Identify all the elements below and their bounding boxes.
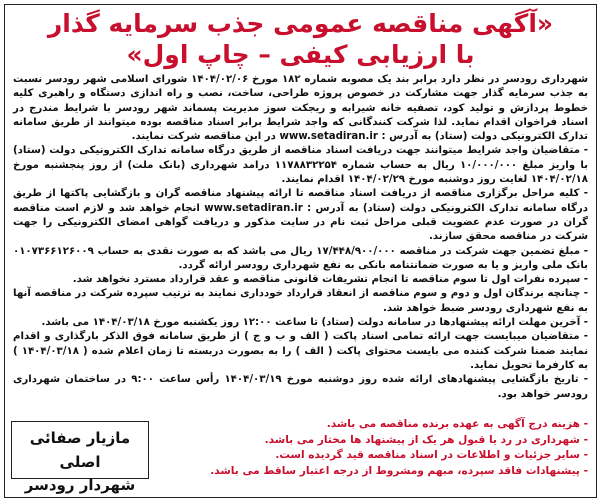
notice-title bbox=[5, 5, 596, 70]
title-line-2: با ارزیابی کیفی – چاپ اول» bbox=[126, 40, 475, 69]
signatory-role: شهردار رودسر bbox=[24, 476, 136, 494]
paragraph-intro: شهرداری رودسر در نظر دارد برابر بند یک مصوبه شماره ۱۸۲ مورخ ۱۴۰۴/۰۲/۰۶ شورای اسلامی شهر رودسر نسبت به جذب سرمایه گذار جهت مشارکت در خصوص پروژه طراحی، ساخت، نصب و راه اندازی دستگاه و راهبری کلیه خطوط پردازش و تولید کود، تصفیه خانه شیرابه و ریجکت سوز مدیریت پسماند شهر رودسر با شرایط مندرج در اسناد فراخوان اقدام نماید. لذا شرکت کنندگانی که واجد شرایط برابر اسناد مناقصه بوده میتوانند از طریق سامانه تدارک الکترونیکی دولت (ستاد) به آدرس : www.setadiran.ir در این مناقصه شرکت نمایند. bbox=[13, 74, 588, 143]
note-item: - سایر جزئیات و اطلاعات در اسناد مناقصه قید گردیده است. bbox=[275, 449, 588, 461]
notice-body bbox=[5, 70, 596, 402]
notice-notes bbox=[158, 417, 588, 479]
paragraph-documents: - متقاضیان واجد شرایط میتوانند جهت دریافت اسناد مناقصه از طریق درگاه سامانه تدارک الکترونیکی دولت (ستاد) با واریز مبلغ ۱۰/۰۰۰/۰۰۰ ریال به حساب شماره ۱۱۷۸۸۳۲۲۵۴ درامد شهرداری (بانک ملت) از روز پنجشنبه مورخ ۱۴۰۴/۰۲/۱۸ لغایت روز دوشنبه مورخ ۱۴۰۴/۰۲/۲۹ اقدام نمایند. bbox=[13, 145, 588, 186]
paragraph-deposit-return: - سپرده نفرات اول تا سوم مناقصه تا انجام تشریفات قانونی مناقصه و عقد قرارداد مسترد نخواهد شد. bbox=[72, 274, 588, 286]
signature-box bbox=[11, 421, 149, 494]
paragraph-process: - کلیه مراحل برگزاری مناقصه از دریافت اسناد مناقصه تا ارائه پیشنهاد مناقصه گران و بازگشایی پاکتها از طریق درگاه سامانه تدارک الکترونیکی دولت (ستاد) به آدرس : www.setadiran.ir انجام خواهد شد و لازم است مناقصه گران در صورت عدم عضویت قبلی مراحل ثبت نام در سایت مذکور و دریافت گواهی امضای الکترونیکی را جهت شرکت در مناقصه محقق سازند. bbox=[13, 188, 588, 243]
paragraph-opening: - تاریخ بازگشایی پیشنهادهای ارائه شده روز دوشنبه مورخ ۱۴۰۴/۰۳/۱۹ رأس ساعت ۹:۰۰ در ساختمان شهرداری رودسر خواهد بود. bbox=[13, 374, 588, 400]
tender-notice bbox=[4, 4, 597, 498]
note-item: - هزینه درج آگهی به عهده برنده مناقصه می باشد. bbox=[326, 418, 588, 430]
paragraph-forfeit: - چنانچه برندگان اول و دوم و سوم مناقصه از انعقاد قرارداد خودداری نمایند به ترتیب سپرده شرکت در مناقصه آنها به نفع شهرداری رودسر ضبط خواهد شد. bbox=[13, 288, 588, 314]
note-item: - شهرداری در رد یا قبول هر یک از پیشنهاد ها مختار می باشد. bbox=[264, 433, 588, 446]
note-item: - پیشنهادات فاقد سپرده، مبهم ومشروط از درجه اعتبار ساقط می باشد. bbox=[210, 464, 588, 477]
paragraph-guarantee: - مبلغ تضمین جهت شرکت در مناقصه ۱۷/۴۴۸/۹۰۰/۰۰۰ ریال می باشد که به صورت نقدی به حساب ۰۱۰۷۳۶۶۱۲۶۰۰۹ بانک ملی واریز و یا به صورت ضمانتنامه بانکی به نفع شهرداری رودسر ارائه گردد. bbox=[13, 245, 588, 271]
paragraph-deadline: - آخرین مهلت ارائه پیشنهادها در سامانه دولت (ستاد) تا ساعت ۱۲:۰۰ روز یکشنبه مورخ ۱۴۰۴/۰۳/۱۸ می باشد. bbox=[41, 317, 588, 329]
signatory-name: مازیار صفائی اصلی bbox=[29, 429, 131, 471]
paragraph-envelopes: - متقاضیان میبایست جهت ارائه تمامی اسناد پاکت ( الف و ب و ج ) از طریق سامانه فوق الذکر بارگذاری و اقدام نمایند ضمنا شرکت کننده می بایست محتوای پاکت ( الف ) را به بصورت دربسته تا زمان اعلام شده ( ۱۴۰۴/۰۳/۱۸ ) به کارفرما تحویل نماید. bbox=[13, 331, 589, 371]
title-line-1: «آگهی مناقصه عمومی جذب سرمایه گذار bbox=[47, 9, 554, 38]
